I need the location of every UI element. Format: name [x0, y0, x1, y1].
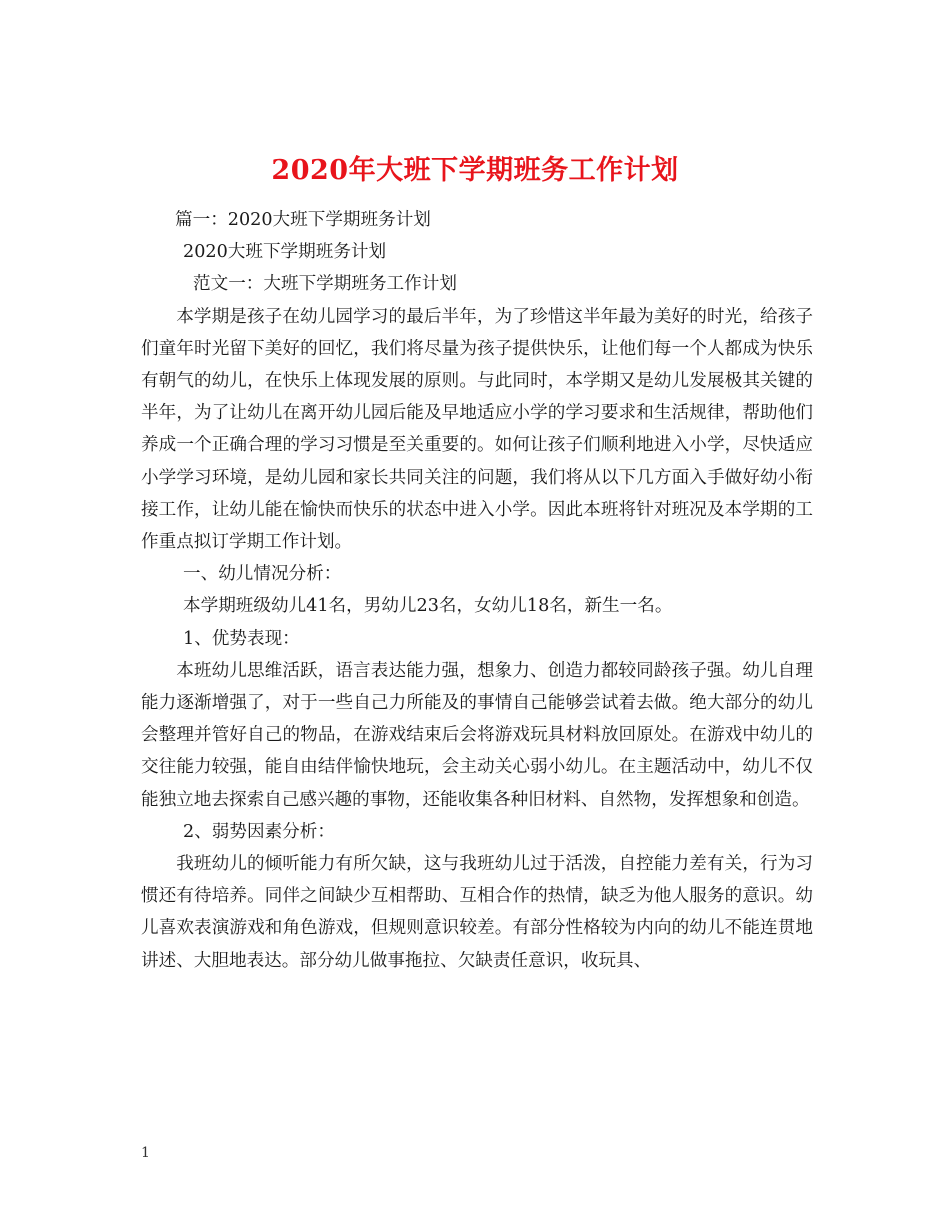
part-heading: 篇一：2020大班下学期班务计划 — [175, 210, 431, 230]
weaknesses-heading: 2、弱势因素分析： — [183, 821, 335, 842]
page-number: 1 — [141, 1145, 150, 1161]
document-body — [141, 204, 813, 977]
section-1-stats: 本学期班级幼儿41名，男幼儿23名，女幼儿18名，新生一名。 — [183, 596, 673, 617]
sample-heading: 范文一：大班下学期班务工作计划 — [193, 274, 457, 295]
strengths-paragraph: 本班幼儿思维活跃，语言表达能力强，想象力、创造力都较同龄孩子强。幼儿自理能力逐渐增强了，对于一些自己力所能及的事情自己能够尝试着去做。绝大部分的幼儿会整理并管好自己的物品，在游戏结束后会将游戏玩具材料放回原处。在游戏中幼儿的交往能力较强，能自由结伴愉快地玩，会主动关心弱小幼儿。在主题活动中，幼儿不仅能独立地去探索自己感兴趣的事物，还能收集各种旧材料、自然物，发挥想象和创造。 — [141, 660, 813, 810]
intro-paragraph: 本学期是孩子在幼儿园学习的最后半年，为了珍惜这半年最为美好的时光，给孩子们童年时光留下美好的回忆，我们将尽量为孩子提供快乐，让他们每一个人都成为快乐有朝气的幼儿，在快乐上体现发展的原则。与此同时，本学期又是幼儿发展极其关键的半年，为了让幼儿在离开幼儿园后能及早地适应小学的学习要求和生活规律，帮助他们养成一个正确合理的学习习惯是至关重要的。如何让孩子们顺利地进入小学，尽快适应小学学习环境，是幼儿园和家长共同关注的问题，我们将从以下几方面入手做好幼小衔接工作，让幼儿能在愉快而快乐的状态中进入小学。因此本班将针对班况及本学期的工作重点拟订学期工作计划。 — [141, 306, 813, 553]
strengths-heading: 1、优势表现： — [183, 628, 300, 649]
document-title: 2020年大班下学期班务工作计划 — [271, 155, 679, 187]
section-1-heading: 一、幼儿情况分析： — [183, 564, 342, 585]
plan-heading: 2020大班下学期班务计划 — [183, 242, 387, 263]
weaknesses-paragraph: 我班幼儿的倾听能力有所欠缺，这与我班幼儿过于活泼，自控能力差有关，行为习惯还有待培养。同伴之间缺少互相帮助、互相合作的热情，缺乏为他人服务的意识。幼儿喜欢表演游戏和角色游戏，但规则意识较差。有部分性格较为内向的幼儿不能连贯地讲述、大胆地表达。部分幼儿做事拖拉、欠缺责任意识，收玩具、 — [141, 854, 813, 971]
